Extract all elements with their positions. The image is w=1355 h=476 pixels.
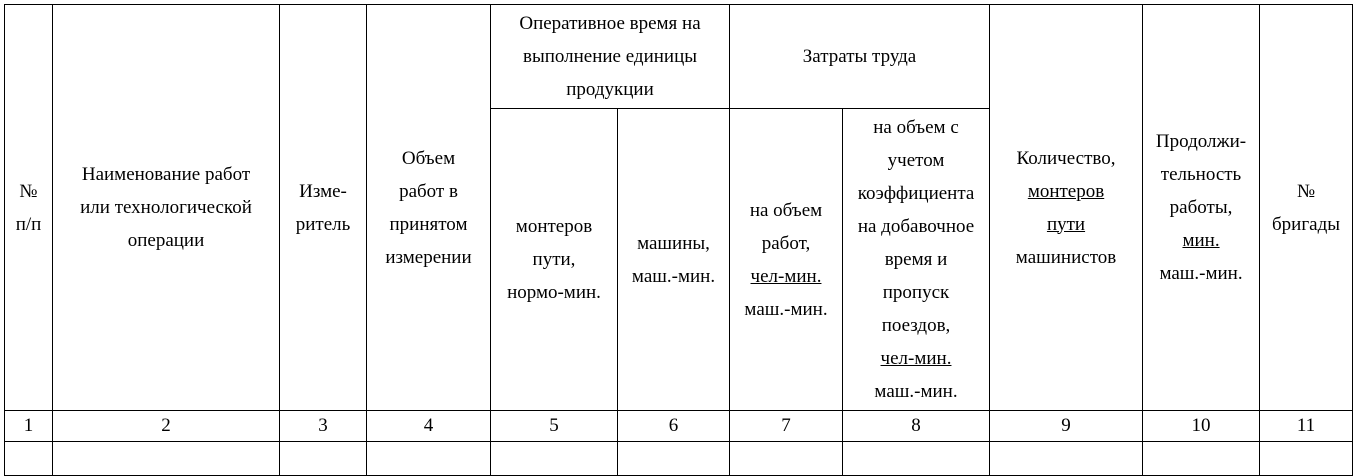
empty-cell xyxy=(1143,442,1260,476)
header-duration-text: Продолжи- тельность работы, xyxy=(1155,131,1247,218)
header-row-number: № п/п xyxy=(5,5,53,411)
header-quantity-machinists: машинистов xyxy=(1015,246,1117,268)
column-number: 10 xyxy=(1143,411,1260,442)
empty-cell xyxy=(730,442,843,476)
column-number: 2 xyxy=(53,411,280,442)
header-duration-unit-min: мин. xyxy=(1182,230,1220,251)
empty-cell xyxy=(1260,442,1353,476)
header-track-workers-time: монтеров пути, нормо-мин. xyxy=(491,109,618,411)
header-labor-volume-text: на объем работ, xyxy=(749,199,823,254)
header-labor-coefficient-unit-machine-min: маш.-мин. xyxy=(874,381,958,402)
header-group-operational-time: Оперативное время на выполнение единицы продукции xyxy=(491,5,730,109)
column-number: 3 xyxy=(280,411,367,442)
header-work-name: Наименование работ или технологической операции xyxy=(53,5,280,411)
header-row-1 xyxy=(5,5,1353,109)
column-number: 5 xyxy=(491,411,618,442)
column-number: 7 xyxy=(730,411,843,442)
header-unit: Изме- ритель xyxy=(280,5,367,411)
empty-cell xyxy=(843,442,990,476)
empty-cell xyxy=(280,442,367,476)
header-brigade-number: № бригады xyxy=(1260,5,1353,411)
empty-cell xyxy=(5,442,53,476)
header-quantity-track-workers: монтеров пути xyxy=(1027,180,1105,235)
empty-data-row xyxy=(5,442,1353,476)
empty-cell xyxy=(53,442,280,476)
header-labor-coefficient-text: на объем с учетом коэффициента на добавочное время и пропуск поездов, xyxy=(857,117,975,336)
empty-cell xyxy=(990,442,1143,476)
empty-cell xyxy=(618,442,730,476)
header-labor-volume xyxy=(730,109,843,411)
header-duration xyxy=(1143,5,1260,411)
work-schedule-table xyxy=(4,4,1353,476)
header-duration-unit-machine-min: маш.-мин. xyxy=(1159,263,1243,284)
header-labor-coefficient-unit-man-min: чел-мин. xyxy=(880,348,952,369)
column-number: 1 xyxy=(5,411,53,442)
header-labor-volume-unit-machine-min: маш.-мин. xyxy=(744,298,828,320)
header-quantity-text: Количество, xyxy=(1016,147,1116,169)
header-group-labor-costs: Затраты труда xyxy=(730,5,990,109)
empty-cell xyxy=(367,442,491,476)
column-number: 11 xyxy=(1260,411,1353,442)
column-number-row xyxy=(5,411,1353,442)
column-number: 4 xyxy=(367,411,491,442)
header-work-volume: Объем работ в принятом измерении xyxy=(367,5,491,411)
column-number: 8 xyxy=(843,411,990,442)
column-number: 6 xyxy=(618,411,730,442)
column-number: 9 xyxy=(990,411,1143,442)
header-labor-volume-unit-man-min: чел-мин. xyxy=(750,265,822,287)
header-machine-time: машины, маш.-мин. xyxy=(618,109,730,411)
header-quantity xyxy=(990,5,1143,411)
header-labor-volume-coefficient xyxy=(843,109,990,411)
empty-cell xyxy=(491,442,618,476)
